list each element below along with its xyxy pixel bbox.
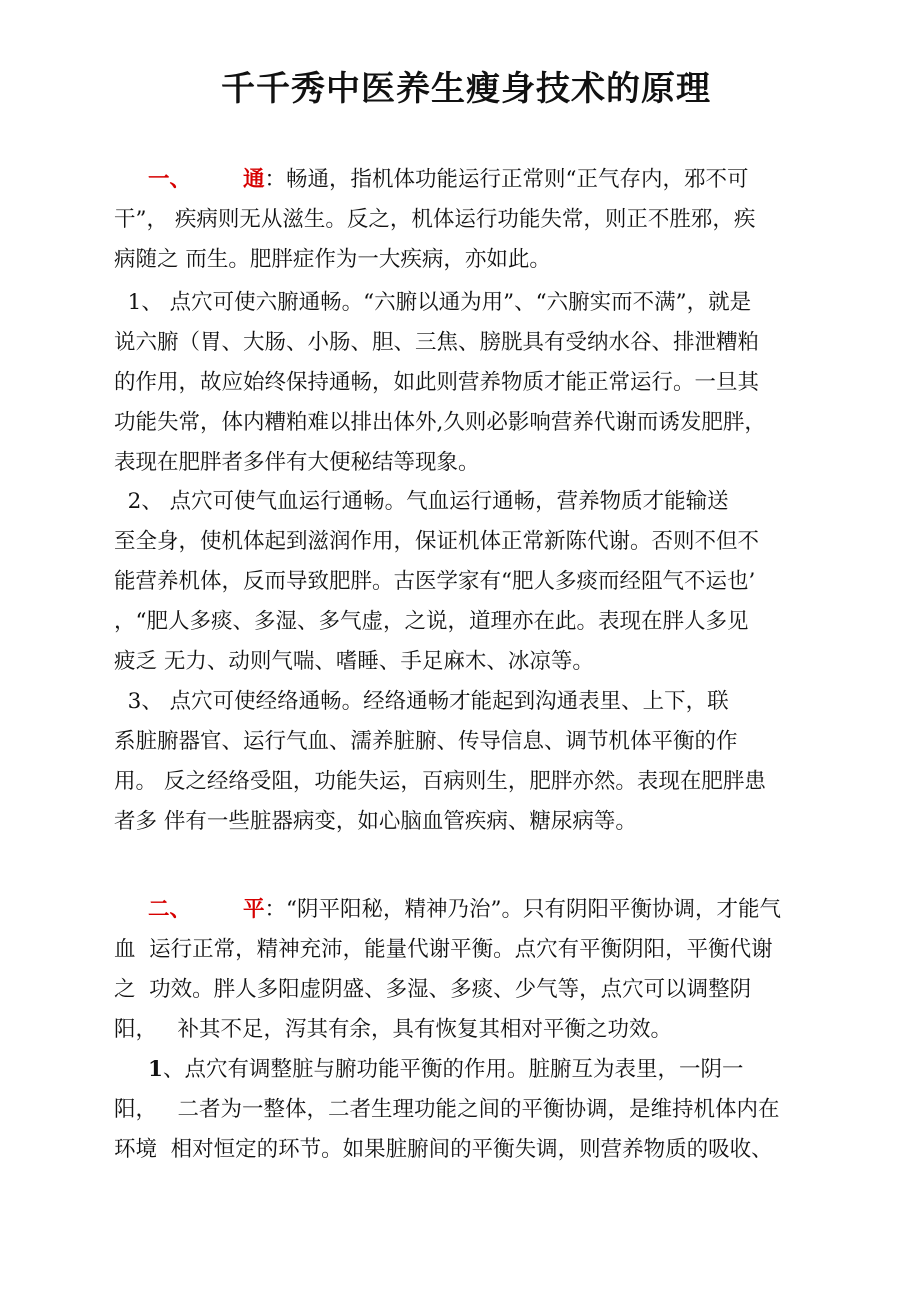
text-line: 3、 点穴可使经络通畅。经络通畅才能起到沟通表里、上下，联 xyxy=(114,689,729,714)
section-2-keyword: 平 xyxy=(243,897,265,922)
section-2-item-1-number: 1 xyxy=(148,1057,163,1082)
section-1-number: 一、 xyxy=(148,167,192,192)
text-line: 环境 相对恒定的环节。如果脏腑间的平衡失调，则营养物质的吸收、 xyxy=(114,1137,773,1162)
section-1-item-2 xyxy=(114,482,814,682)
text-line: 说六腑（胃、大肠、小肠、胆、三焦、膀胱具有受纳水谷、排泄糟粕 xyxy=(114,330,760,355)
section-1-keyword: 通 xyxy=(243,167,265,192)
text-line: 表现在肥胖者多伴有大便秘结等现象。 xyxy=(114,450,480,475)
page-title: 千千秀中医养生瘦身技术的原理 xyxy=(221,69,711,109)
text-line: 疲乏 无力、动则气喘、嗜睡、手足麻木、冰凉等。 xyxy=(114,649,594,674)
text-line: ：“阴平阳秘，精神乃治”。只有阴阳平衡协调，才能气 xyxy=(264,897,782,922)
text-line: 阳， 补其不足，泻其有余，具有恢复其相对平衡之功效。 xyxy=(114,1017,673,1042)
text-line: ，“肥人多痰、多湿、多气虚，之说，道理亦在此。表现在胖人多见 xyxy=(114,609,749,634)
text-line: 干”， 疾病则无从滋生。反之，机体运行功能失常，则正不胜邪，疾 xyxy=(114,207,756,232)
text-line: 用。 反之经络受阻，功能失运，百病则生，肥胖亦然。表现在肥胖患 xyxy=(114,769,766,794)
text-line: ：畅通，指机体功能运行正常则“正气存内，邪不可 xyxy=(264,167,749,192)
text-line: 至全身，使机体起到滋润作用，保证机体正常新陈代谢。否则不但不 xyxy=(114,529,760,554)
section-1-first-line xyxy=(114,160,814,200)
text-line: 功能失常，体内糟粕难以排出体外,久则必影响营养代谢而诱发肥胖， xyxy=(114,410,766,435)
section-2-item-1 xyxy=(114,1050,814,1170)
text-line: 者多 伴有一些脏器病变，如心脑血管疾病、糖尿病等。 xyxy=(114,809,637,834)
section-2-first-line xyxy=(114,890,814,930)
text-line: 能营养机体，反而导致肥胖。古医学家有“肥人多痰而经阻气不运也’ xyxy=(114,569,756,594)
section-1-item-1 xyxy=(114,283,814,483)
text-line: 系脏腑器官、运行气血、濡养脏腑、传导信息、调节机体平衡的作 xyxy=(114,729,738,754)
text-line: 病随之 而生。肥胖症作为一大疾病，亦如此。 xyxy=(114,247,551,272)
text-line: 2、 点穴可使气血运行通畅。气血运行通畅，营养物质才能输送 xyxy=(114,489,729,514)
text-line: 阳， 二者为一整体，二者生理功能之间的平衡协调，是维持机体内在 xyxy=(114,1097,780,1122)
text-line: 之 功效。胖人多阳虚阴盛、多湿、多痰、少气等，点穴可以调整阴 xyxy=(114,977,752,1002)
text-line: 、点穴有调整脏与腑功能平衡的作用。脏腑互为表里，一阴一 xyxy=(162,1057,744,1082)
section-1-intro xyxy=(114,160,814,280)
text-line: 血 运行正常，精神充沛，能量代谢平衡。点穴有平衡阴阳，平衡代谢 xyxy=(114,937,773,962)
text-line: 1、 点穴可使六腑通畅。“六腑以通为用”、“六腑实而不满”，就是 xyxy=(114,290,752,315)
section-2-number: 二、 xyxy=(148,897,192,922)
text-line: 的作用，故应始终保持通畅，如此则营养物质才能正常运行。一旦其 xyxy=(114,370,760,395)
section-2-intro xyxy=(114,890,814,1050)
section-2-item-1-first-line xyxy=(114,1050,814,1090)
section-1-item-3 xyxy=(114,682,814,842)
